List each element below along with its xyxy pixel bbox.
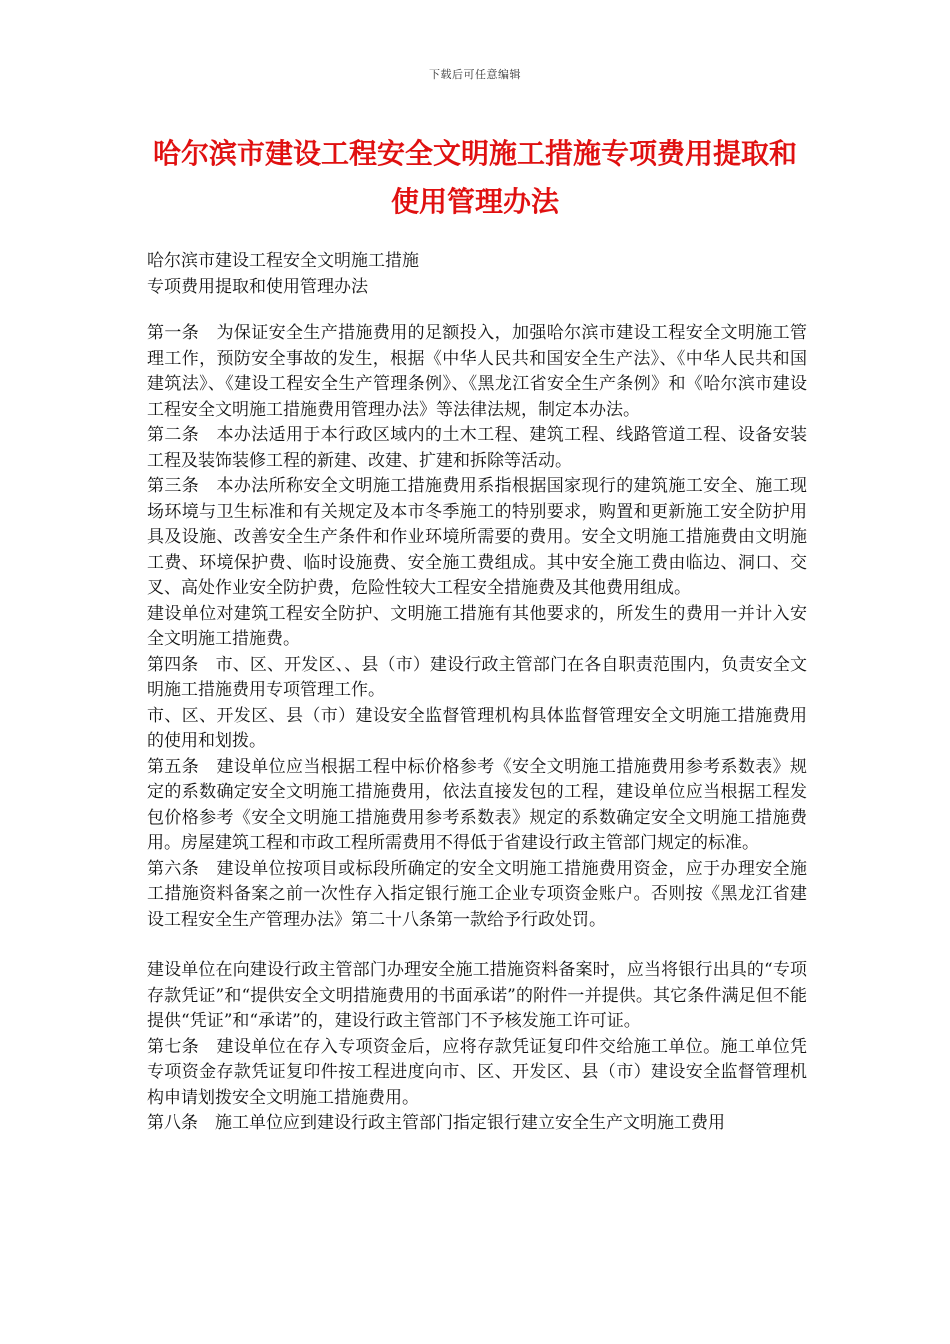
article-7-paragraph: 第七条 建设单位在存入专项资金后，应将存款凭证复印件交给施工单位。施工单位凭专项资金存款凭证复印件按工程进度向市、区、开发区、县（市）建设安全监督管理机构申请划拨安全文明施工措施费用。 <box>147 1036 807 1108</box>
subtitle-line-1: 哈尔滨市建设工程安全文明施工措施 <box>147 251 419 271</box>
article-3-supplement-paragraph: 建设单位对建筑工程安全防护、文明施工措施有其他要求的，所发生的费用一并计入安全文明施工措施费。 <box>147 603 807 649</box>
subtitle-line-2: 专项费用提取和使用管理办法 <box>147 277 368 297</box>
title-line-1: 哈尔滨市建设工程安全文明施工措施专项费用提取和 <box>152 137 797 170</box>
article-2-paragraph: 第二条 本办法适用于本行政区域内的土木工程、建筑工程、线路管道工程、设备安装工程及装饰装修工程的新建、改建、扩建和拆除等活动。 <box>147 425 807 471</box>
article-4-paragraph: 第四条 市、区、开发区、、县（市）建设行政主管部门在各自职责范围内，负责安全文明施工措施费用专项管理工作。 <box>147 654 807 700</box>
article-6-supplement-paragraph: 建设单位在向建设行政主管部门办理安全施工措施资料备案时，应当将银行出具的“专项存款凭证”和“提供安全文明措施费用的书面承诺”的附件一并提供。其它条件满足但不能提供“凭证”和“承诺”的，建设行政主管部门不予核发施工许可证。 <box>147 960 807 1031</box>
header-note: 下载后可任意编辑 <box>429 68 521 81</box>
subtitle-block <box>147 248 807 300</box>
article-6-paragraph: 第六条 建设单位按项目或标段所确定的安全文明施工措施费用资金，应于办理安全施工措施资料备案之前一次性存入指定银行施工企业专项资金账户。否则按《黑龙江省建设工程安全生产管理办法》第二十八条第一款给予行政处罚。 <box>147 858 807 930</box>
article-4-supplement-paragraph: 市、区、开发区、县（市）建设安全监督管理机构具体监督管理安全文明施工措施费用的使用和划拨。 <box>147 705 807 751</box>
article-1-paragraph: 第一条 为保证安全生产措施费用的足额投入，加强哈尔滨市建设工程安全文明施工管理工作，预防安全事故的发生，根据《中华人民共和国安全生产法》、《中华人民共和国建筑法》、《建设工程安全生产管理条例》、《黑龙江省安全生产条例》和《哈尔滨市建设工程安全文明施工措施费用管理办法》等法律法规，制定本办法。 <box>147 323 807 420</box>
article-8-paragraph: 第八条 施工单位应到建设行政主管部门指定银行建立安全生产文明施工费用 <box>147 1113 725 1133</box>
body-text <box>147 321 807 1137</box>
article-3-paragraph: 第三条 本办法所称安全文明施工措施费用系指根据国家现行的建筑施工安全、施工现场环境与卫生标准和有关规定及本市冬季施工的特别要求，购置和更新施工安全防护用具及设施、改善安全生产条件和作业环境所需要的费用。安全文明施工措施费由文明施工费、环境保护费、临时设施费、安全施工费组成。其中安全施工费由临边、洞口、交叉、高处作业安全防护费，危险性较大工程安全措施费及其他费用组成。 <box>147 476 807 598</box>
document-title <box>120 130 830 226</box>
article-5-paragraph: 第五条 建设单位应当根据工程中标价格参考《安全文明施工措施费用参考系数表》规定的系数确定安全文明施工措施费用，依法直接发包的工程，建设单位应当根据工程发包价格参考《安全文明施工措施费用参考系数表》规定的系数确定安全文明施工措施费用。房屋建筑工程和市政工程所需费用不得低于省建设行政主管部门规定的标准。 <box>147 756 807 853</box>
title-line-2: 使用管理办法 <box>390 185 559 218</box>
